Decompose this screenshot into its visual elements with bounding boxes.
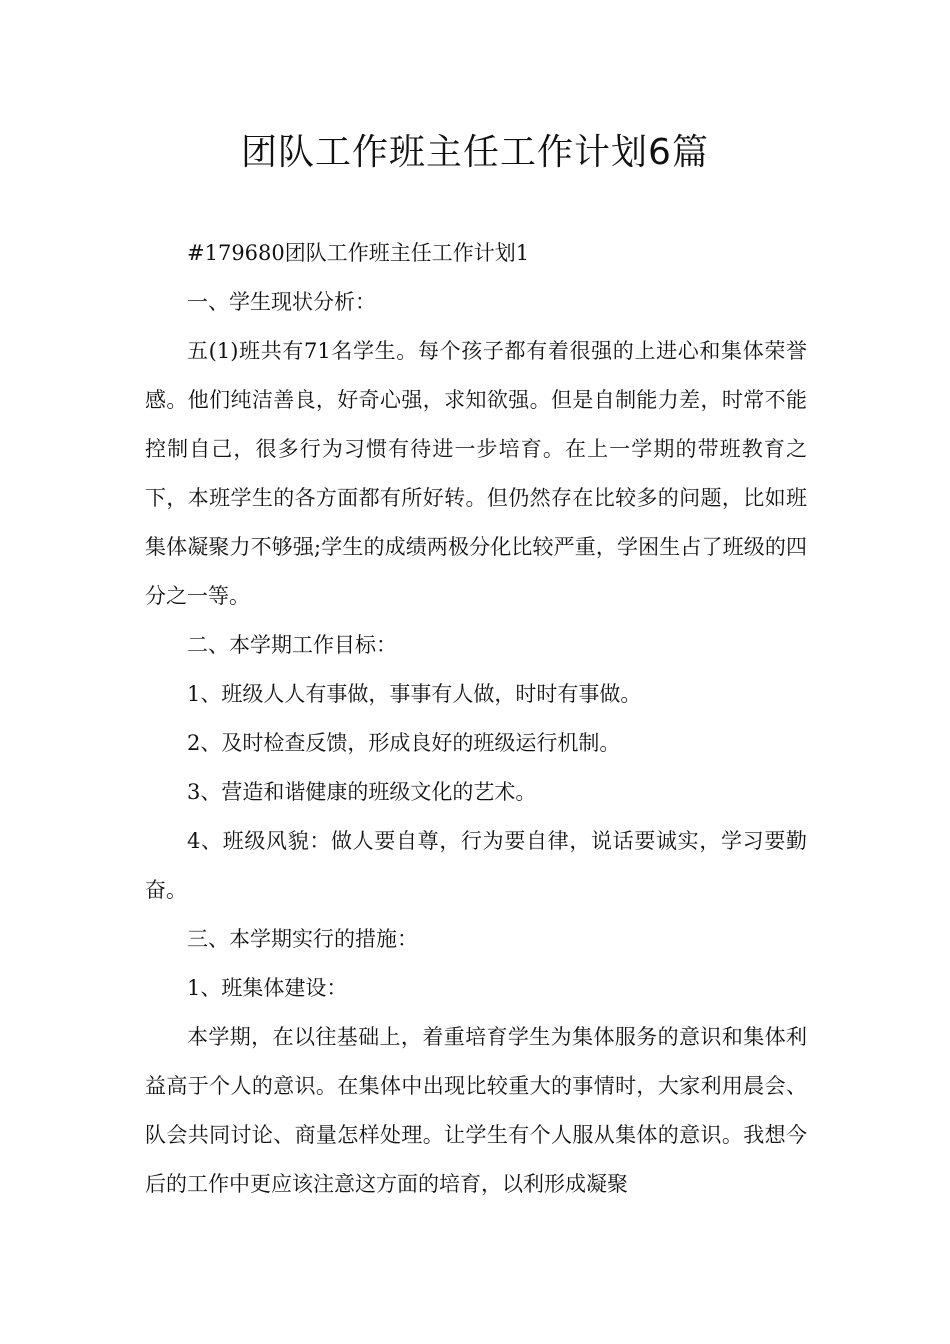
doc-heading-plan-1: #179680团队工作班主任工作计划1 [187, 241, 530, 265]
goal-item-4: 4、班级风貌：做人要自尊，行为要自律，说话要诚实，学习要勤奋。 [145, 829, 807, 902]
goal-item-1: 1、班级人人有事做，事事有人做，时时有事做。 [187, 682, 642, 706]
section-heading-student-analysis: 一、学生现状分析： [187, 290, 376, 314]
paragraph-student-analysis: 五(1)班共有71名学生。每个孩子都有着很强的上进心和集体荣誉感。他们纯洁善良，好奇心强，求知欲强。但是自制能力差，时常不能控制自己，很多行为习惯有待进一步培育。在上一学期的带班教育之下，本班学生的各方面都有所好转。但仍然存在比较多的问题，比如班集体凝聚力不够强;学生的成绩两极分化比较严重，学困生占了班级的四分之一等。 [145, 339, 807, 608]
goal-item-2: 2、及时检查反馈，形成良好的班级运行机制。 [187, 731, 621, 755]
section-heading-measures: 三、本学期实行的措施： [187, 927, 418, 951]
section-heading-goals: 二、本学期工作目标： [187, 633, 397, 657]
document-title: 团队工作班主任工作计划6篇 [241, 132, 709, 173]
paragraph-class-building: 本学期，在以往基础上，着重培育学生为集体服务的意识和集体利益高于个人的意识。在集体中出现比较重大的事情时，大家利用晨会、队会共同讨论、商量怎样处理。让学生有个人服从集体的意识。我想今后的工作中更应该注意这方面的培育，以利形成凝聚 [145, 1025, 807, 1196]
document-body [145, 229, 807, 1209]
measure-heading-class-building: 1、班集体建设： [187, 976, 348, 1000]
goal-item-3: 3、营造和谐健康的班级文化的艺术。 [187, 780, 537, 804]
